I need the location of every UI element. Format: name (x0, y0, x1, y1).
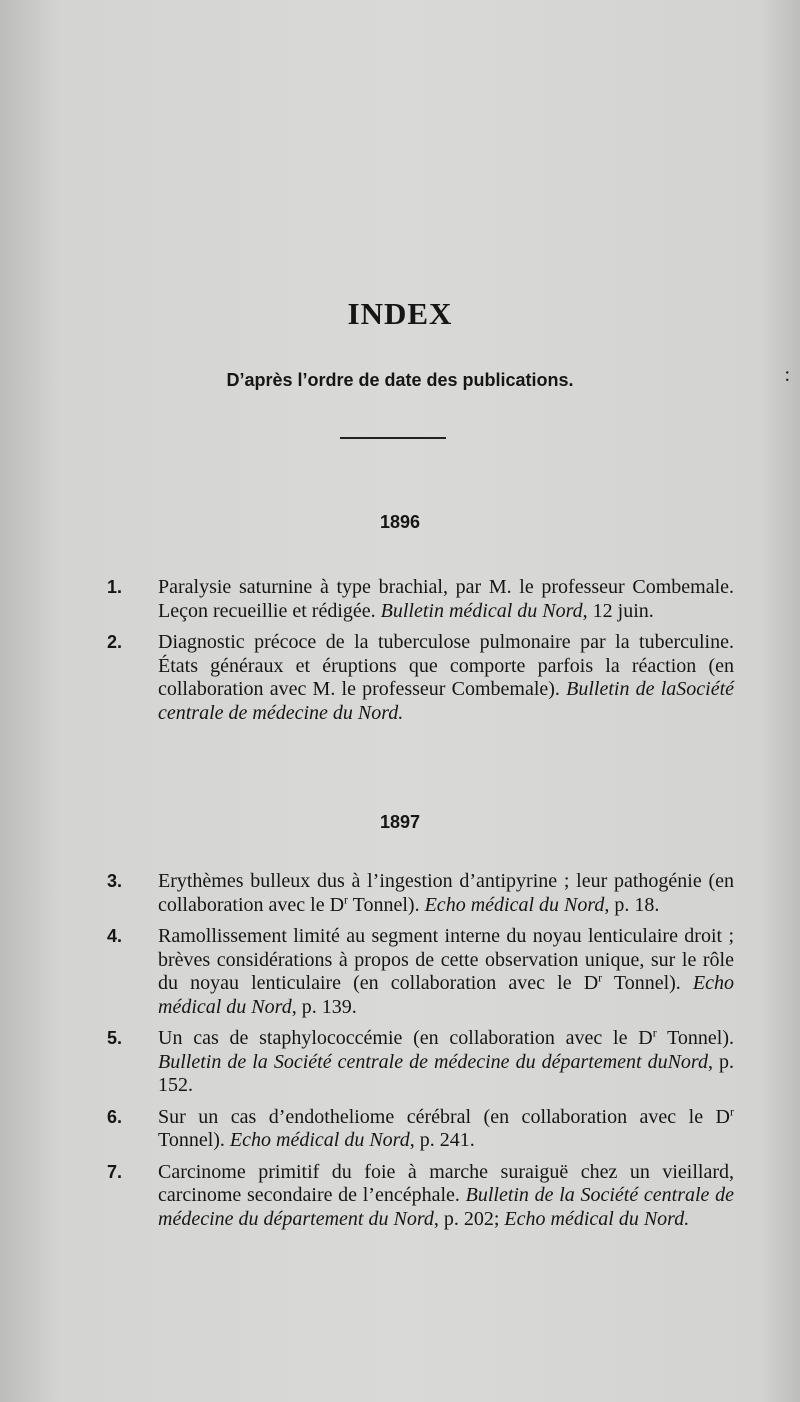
entry-text: Ramollissement limité au segment interne du noyau lenticulaire droit ; brèves considérations à propos de cette observation unique, sur le rôle du noyau lenticulaire (en collaboration avec le D (158, 925, 734, 994)
entry-journal: Bulletin de la Société centrale de médecine du département duNord (158, 1050, 708, 1073)
list-item (86, 576, 734, 623)
entry-number: 1. (106, 577, 122, 597)
entry-sup: r (652, 1025, 657, 1040)
entry-text: Carcinome primitif du foie à marche suraiguë chez un vieillard, carcinome secondaire de l’encéphale. (158, 1160, 734, 1206)
entry-text-mid: , p. 202; (433, 1207, 505, 1230)
entry-journal: Bulletin de laSociété centrale de médecine du Nord. (158, 678, 735, 724)
page-title: INDEX (347, 296, 453, 331)
year-heading-1897: 1897 (379, 812, 421, 832)
entry-sup: r (730, 1103, 734, 1118)
entry-number: 7. (106, 1161, 122, 1182)
entry-number: 3. (106, 871, 122, 891)
list-item (86, 631, 734, 725)
entry-text: Paralysie saturnine à type brachial, par M. le professeur Combemale. Leçon recueillie et rédigée. (158, 576, 734, 622)
entry-text-mid: Tonnel). (656, 1027, 734, 1049)
list-item (86, 870, 734, 917)
divider-rule (340, 437, 446, 439)
list-item (86, 925, 734, 1019)
entry-text-end: , 12 juin. (582, 599, 654, 622)
entry-number: 6. (106, 1106, 122, 1127)
page-subtitle: D’après l’ordre de date des publications. (226, 370, 574, 390)
entry-journal: Bulletin de la Société centrale de médecine du département du Nord (158, 1184, 734, 1230)
entries-1897 (86, 870, 734, 1239)
entry-text-end: , p. 152. (158, 1050, 735, 1096)
entry-journal: Echo médical du Nord (229, 1129, 410, 1151)
entry-text-end: , p. 241. (409, 1129, 475, 1151)
entry-journal: Bulletin médical du Nord (380, 599, 583, 622)
margin-mark: : (784, 364, 790, 386)
entry-text: Sur un cas d’endotheliome cérébral (en collaboration avec le D (158, 1105, 730, 1128)
year-heading-1896: 1896 (379, 512, 421, 532)
entry-journal: Echo médical du Nord (158, 972, 734, 1018)
entry-sup: r (344, 891, 349, 906)
entry-text: Erythèmes bulleux dus à l’ingestion d’antipyrine ; leur pathogénie (en collaboration avec le D (158, 870, 734, 916)
entry-text-mid: Tonnel). (348, 893, 425, 916)
entries-1896 (86, 576, 734, 733)
entry-text-end: , p. 139. (291, 995, 357, 1018)
entry-number: 2. (106, 632, 122, 652)
entry-number: 5. (106, 1028, 122, 1048)
entry-journal: Echo médical du Nord (424, 893, 605, 916)
entry-number: 4. (106, 926, 122, 946)
entry-text-mid: Tonnel). (602, 972, 693, 994)
entry-text: Un cas de staphylococcémie (en collaboration avec le D (158, 1027, 653, 1049)
entry-text: Diagnostic précoce de la tuberculose pulmonaire par la tuberculine. États généraux et éruptions que comporte parfois la réaction (en collaboration avec M. le professeur Combemale). (158, 631, 734, 700)
list-item (86, 1103, 734, 1153)
list-item (86, 1161, 734, 1232)
entry-text-mid: Tonnel). (158, 1129, 230, 1151)
entry-text-end: , p. 18. (604, 893, 660, 916)
list-item (86, 1027, 734, 1098)
entry-journal-second: Echo médical du Nord. (504, 1207, 690, 1230)
entry-sup: r (598, 970, 603, 985)
